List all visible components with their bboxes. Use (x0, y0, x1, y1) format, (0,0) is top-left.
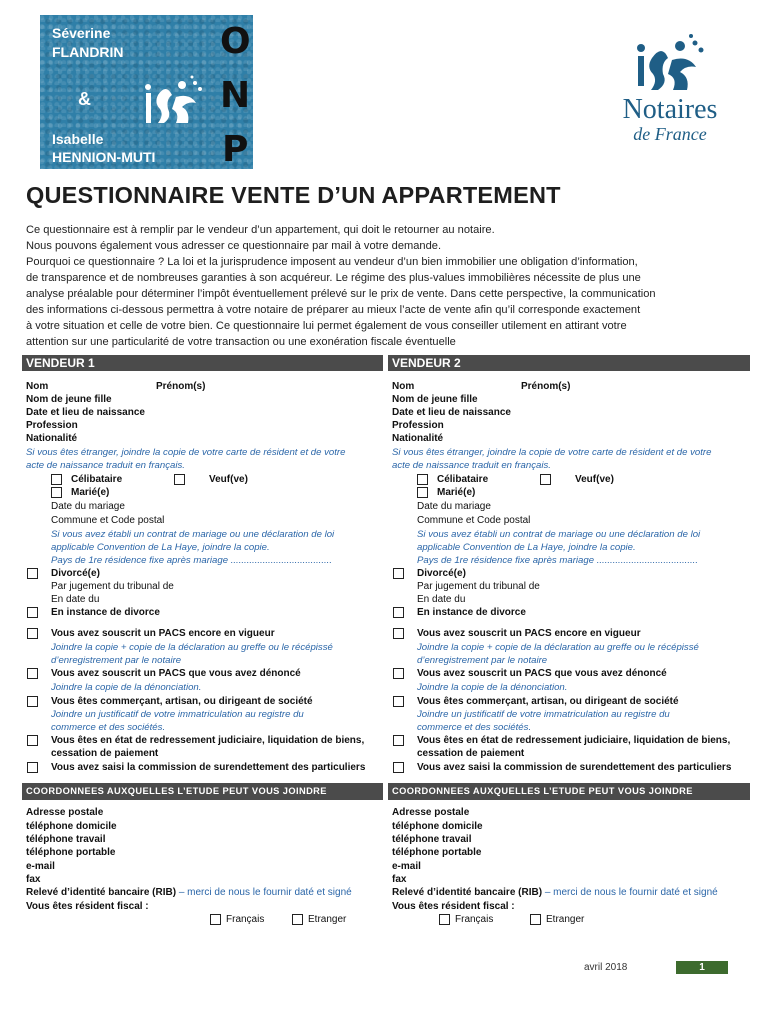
v1-rib-label: Relevé d’identité bancaire (RIB) (26, 887, 177, 898)
v2-commercant-note-1: Joindre un justificatif de votre immatriculation au registre du (417, 709, 670, 720)
intro-line-5: analyse préalable pour déterminer l’impôt éventuellement prélevé sur le prix de vente. Dans cette perspective, la communication (26, 288, 656, 300)
v1-fax-label: fax (26, 874, 41, 885)
v2-email-label: e-mail (392, 861, 421, 872)
v2-celibataire-checkbox[interactable] (417, 474, 428, 485)
v2-etranger-label: Etranger (546, 914, 585, 925)
v2-redressement-label-2: cessation de paiement (417, 748, 525, 759)
intro-line-3: Pourquoi ce questionnaire ? La loi et la jurisprudence imposent au vendeur d’un bien immobilier une obligation d’information, (26, 256, 638, 268)
v2-divorce-checkbox[interactable] (393, 568, 404, 579)
v1-profession-label: Profession (26, 420, 78, 431)
v2-francais-label: Français (455, 914, 494, 925)
logo-name-severine: Séverine (52, 25, 111, 41)
v1-veuf-checkbox[interactable] (174, 474, 185, 485)
etude-logo (40, 15, 253, 169)
v2-tel-travail-label: téléphone travail (392, 834, 472, 845)
v1-rib-row (26, 886, 352, 899)
v1-pacs-note-1: Joindre la copie + copie de la déclaration au greffe ou le récépissé (51, 642, 333, 653)
v1-etranger-label: Etranger (308, 914, 347, 925)
v2-pays-note: Pays de 1re résidence fixe après mariage ...................................... (417, 555, 698, 566)
v1-nationalite-label: Nationalité (26, 433, 78, 444)
v1-date-mariage-label: Date du mariage (51, 501, 125, 512)
v2-pacs-note-1: Joindre la copie + copie de la déclaration au greffe ou le récépissé (417, 642, 699, 653)
intro-line-8: attention sur une particularité de votre transaction ou une exonération fiscale éventuelle (26, 336, 456, 348)
v2-surendettement-checkbox[interactable] (393, 762, 404, 773)
v2-etranger-checkbox[interactable] (530, 914, 541, 925)
v2-pacs-note-2: d’enregistrement par le notaire (417, 655, 548, 666)
v1-divorce-label: Divorcé(e) (51, 568, 100, 579)
v2-nom-label: Nom (392, 381, 415, 392)
v1-en-date-label: En date du (51, 594, 100, 605)
v2-instance-label: En instance de divorce (417, 607, 526, 618)
logo-ampersand: & (78, 89, 91, 109)
v2-divorce-label: Divorcé(e) (417, 568, 466, 579)
v1-tel-travail-label: téléphone travail (26, 834, 106, 845)
v1-pacs-denonce-note: Joindre la copie de la dénonciation. (51, 682, 202, 693)
v1-rib-note: – merci de nous le fournir daté et signé (178, 887, 352, 898)
v2-pacs-denonce-note: Joindre la copie de la dénonciation. (417, 682, 568, 693)
v1-pacs-denonce-checkbox[interactable] (27, 668, 38, 679)
v1-tel-domicile-label: téléphone domicile (26, 821, 117, 832)
footer-date: avril 2018 (584, 962, 628, 973)
v2-commercant-note-2: commerce et des sociétés. (417, 722, 532, 733)
v1-surendettement-label: Vous avez saisi la commission de surendettement des particuliers (51, 762, 366, 773)
v1-veuf-label: Veuf(ve) (209, 474, 248, 485)
v2-veuf-label: Veuf(ve) (575, 474, 614, 485)
logo-name-isabelle: Isabelle (52, 131, 104, 147)
page-title: QUESTIONNAIRE VENTE D’UN APPARTEMENT (26, 182, 561, 208)
v1-prenom-label: Prénom(s) (156, 381, 206, 392)
v1-celibataire-checkbox[interactable] (51, 474, 62, 485)
v2-pacs-checkbox[interactable] (393, 628, 404, 639)
v1-instance-label: En instance de divorce (51, 607, 160, 618)
v1-resident-label: Vous êtes résident fiscal : (26, 901, 149, 912)
v2-resident-label: Vous êtes résident fiscal : (392, 901, 515, 912)
v1-contrat-note-1: Si vous avez établi un contrat de mariage ou une déclaration de loi (51, 529, 335, 540)
v1-francais-label: Français (226, 914, 265, 925)
v1-commercant-note-2: commerce et des sociétés. (51, 722, 166, 733)
v2-commercant-label: Vous êtes commerçant, artisan, ou dirigeant de société (417, 696, 679, 707)
v1-divorce-checkbox[interactable] (27, 568, 38, 579)
v1-redressement-label-1: Vous êtes en état de redressement judiciaire, liquidation de biens, (51, 735, 365, 746)
v2-prenom-label: Prénom(s) (521, 381, 571, 392)
v2-marie-checkbox[interactable] (417, 487, 428, 498)
notaires-de-france-logo (600, 30, 740, 160)
v2-contrat-note-2: applicable Convention de La Haye, joindre la copie. (417, 542, 636, 553)
notaires-wordmark: Notaires (622, 94, 718, 125)
vendeur-2-heading: VENDEUR 2 (388, 355, 750, 371)
v1-coordonnees-heading: COORDONNEES AUXQUELLES L’ETUDE PEUT VOUS JOINDRE (22, 783, 383, 800)
v1-nom-label: Nom (26, 381, 49, 392)
v2-naissance-label: Date et lieu de naissance (392, 407, 511, 418)
v1-pacs-label: Vous avez souscrit un PACS encore en vigueur (51, 628, 275, 639)
v1-email-label: e-mail (26, 861, 55, 872)
v2-instance-checkbox[interactable] (393, 607, 404, 618)
v1-marie-checkbox[interactable] (51, 487, 62, 498)
logo-letter-o: O (220, 21, 251, 62)
v2-celibataire-label: Célibataire (437, 474, 489, 485)
v1-adresse-label: Adresse postale (26, 807, 104, 818)
v1-surendettement-checkbox[interactable] (27, 762, 38, 773)
v2-francais-checkbox[interactable] (439, 914, 450, 925)
page-number: 1 (676, 961, 728, 974)
v2-etranger-note-1: Si vous êtes étranger, joindre la copie de votre carte de résident et de votre (392, 447, 712, 458)
v2-marie-label: Marié(e) (437, 487, 476, 498)
v2-etranger-note-2: acte de naissance traduit en français. (392, 460, 551, 471)
v2-coordonnees-heading: COORDONNEES AUXQUELLES L’ETUDE PEUT VOUS JOINDRE (388, 783, 750, 800)
v2-nationalite-label: Nationalité (392, 433, 444, 444)
logo-letter-p: P (222, 129, 249, 170)
v2-redressement-label-1: Vous êtes en état de redressement judiciaire, liquidation de biens, (417, 735, 731, 746)
v2-rib-note: – merci de nous le fournir daté et signé (544, 887, 718, 898)
v1-redressement-checkbox[interactable] (27, 735, 38, 746)
v2-jeune-fille-label: Nom de jeune fille (392, 394, 478, 405)
v2-adresse-label: Adresse postale (392, 807, 470, 818)
v2-tel-portable-label: téléphone portable (392, 847, 482, 858)
notaires-emblem-icon (632, 34, 712, 94)
v2-profession-label: Profession (392, 420, 444, 431)
v2-rib-row (392, 886, 718, 899)
v1-naissance-label: Date et lieu de naissance (26, 407, 145, 418)
v1-instance-checkbox[interactable] (27, 607, 38, 618)
logo-name-flandrin: FLANDRIN (52, 44, 124, 60)
v1-etranger-note-1: Si vous êtes étranger, joindre la copie de votre carte de résident et de votre (26, 447, 346, 458)
v2-fax-label: fax (392, 874, 407, 885)
v2-rib-label: Relevé d’identité bancaire (RIB) (392, 887, 543, 898)
v1-pacs-checkbox[interactable] (27, 628, 38, 639)
v2-en-date-label: En date du (417, 594, 466, 605)
v2-pacs-label: Vous avez souscrit un PACS encore en vigueur (417, 628, 641, 639)
v1-jeune-fille-label: Nom de jeune fille (26, 394, 112, 405)
v1-contrat-note-2: applicable Convention de La Haye, joindre la copie. (51, 542, 270, 553)
logo-letter-n: N (220, 75, 251, 116)
v1-francais-checkbox[interactable] (210, 914, 221, 925)
v2-date-mariage-label: Date du mariage (417, 501, 491, 512)
v1-commercant-label: Vous êtes commerçant, artisan, ou dirigeant de société (51, 696, 313, 707)
v2-pacs-denonce-label: Vous avez souscrit un PACS que vous avez dénoncé (417, 668, 667, 679)
v2-veuf-checkbox[interactable] (540, 474, 551, 485)
v2-pacs-denonce-checkbox[interactable] (393, 668, 404, 679)
v1-etranger-checkbox[interactable] (292, 914, 303, 925)
v1-etranger-note-2: acte de naissance traduit en français. (26, 460, 185, 471)
v1-pacs-denonce-label: Vous avez souscrit un PACS que vous avez dénoncé (51, 668, 301, 679)
intro-line-4: de transparence et de nombreuses garanties à son acquéreur. Le régime des plus-values immobilières nécessite de plus une (26, 272, 641, 284)
v1-commune-label: Commune et Code postal (51, 515, 165, 526)
vendeur-1-heading: VENDEUR 1 (22, 355, 383, 371)
v1-pays-note: Pays de 1re résidence fixe après mariage ...................................... (51, 555, 332, 566)
v2-tel-domicile-label: téléphone domicile (392, 821, 483, 832)
de-france-wordmark: de France (633, 124, 707, 144)
v2-jugement-label: Par jugement du tribunal de (417, 581, 540, 592)
intro-line-1: Ce questionnaire est à remplir par le vendeur d’un appartement, qui doit le retourner au notaire. (26, 224, 495, 236)
v2-commercant-checkbox[interactable] (393, 696, 404, 707)
v1-commercant-note-1: Joindre un justificatif de votre immatriculation au registre du (51, 709, 304, 720)
v2-commune-label: Commune et Code postal (417, 515, 531, 526)
v2-surendettement-label: Vous avez saisi la commission de surendettement des particuliers (417, 762, 732, 773)
logo-name-hennion: HENNION-MUTI (52, 149, 156, 165)
v2-redressement-checkbox[interactable] (393, 735, 404, 746)
intro-line-7: à votre situation et celle de votre bien. Ce questionnaire lui permet également de vous conseiller utilement en attirant votre (26, 320, 627, 332)
v1-pacs-note-2: d’enregistrement par le notaire (51, 655, 182, 666)
v1-commercant-checkbox[interactable] (27, 696, 38, 707)
v2-contrat-note-1: Si vous avez établi un contrat de mariage ou une déclaration de loi (417, 529, 701, 540)
v1-celibataire-label: Célibataire (71, 474, 123, 485)
v1-jugement-label: Par jugement du tribunal de (51, 581, 174, 592)
v1-tel-portable-label: téléphone portable (26, 847, 116, 858)
intro-line-2: Nous pouvons également vous adresser ce questionnaire par mail à votre demande. (26, 240, 442, 252)
v1-redressement-label-2: cessation de paiement (51, 748, 159, 759)
intro-line-6: des informations ci-dessous permettra à votre notaire de préparer au mieux l’acte de vente afin qu’il corresponde exactement (26, 304, 641, 316)
notaires-emblem-icon (140, 75, 210, 135)
v1-marie-label: Marié(e) (71, 487, 110, 498)
